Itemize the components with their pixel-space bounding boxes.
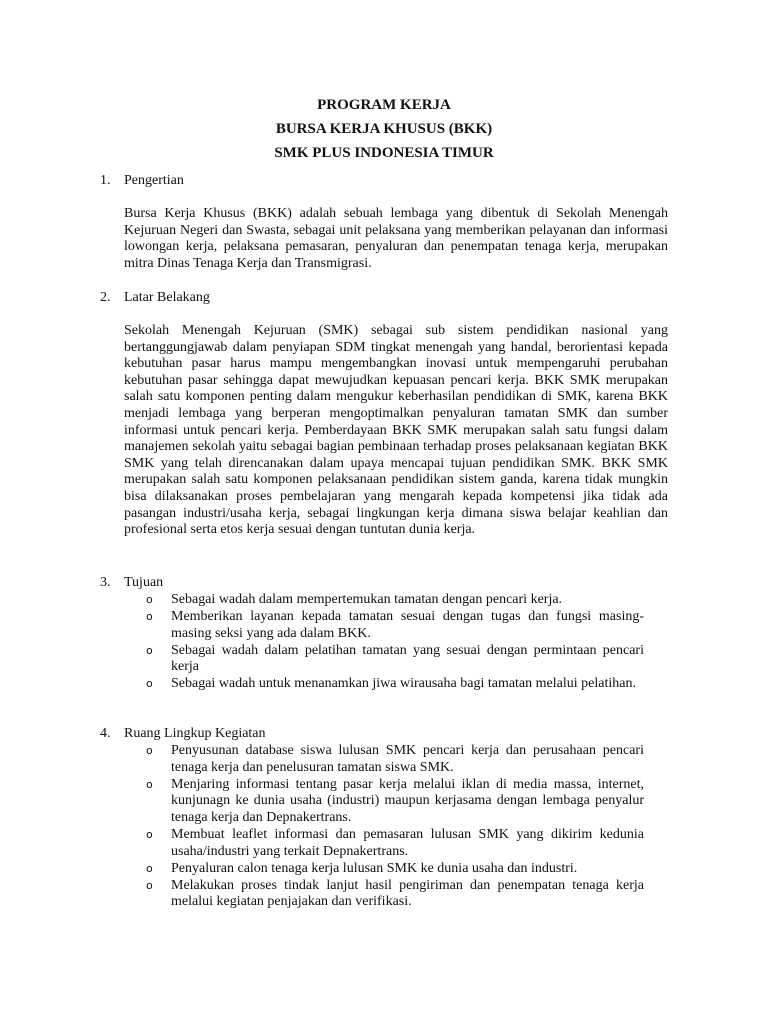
list-item-text: Membuat leaflet informasi dan pemasaran lulusan SMK yang dikirim kedunia usaha/industri yang terkait Depnakertrans. — [171, 826, 644, 859]
list-item — [146, 609, 644, 642]
list-item-text: Penyaluran calon tenaga kerja lulusan SMK ke dunia usaha dan industri. — [171, 860, 578, 876]
section-pengertian — [100, 173, 668, 272]
section-title: Tujuan — [124, 575, 164, 590]
circle-bullet-icon: o — [146, 878, 153, 892]
circle-bullet-icon: o — [146, 593, 153, 606]
section-paragraph — [124, 323, 668, 539]
section-heading — [100, 726, 668, 743]
circle-bullet-icon: o — [146, 744, 153, 757]
circle-bullet-icon: o — [146, 643, 153, 657]
section-ruang-lingkup — [100, 726, 668, 911]
section-number: 4. — [100, 726, 111, 741]
list-item — [146, 777, 644, 827]
circle-bullet-icon: o — [146, 677, 153, 691]
section-number: 3. — [100, 575, 111, 590]
list-item-text: Sebagai wadah dalam mempertemukan tamatan dengan pencari kerja. — [171, 592, 563, 607]
section-title: Ruang Lingkup Kegiatan — [124, 726, 266, 741]
list-item — [146, 861, 644, 878]
list-item-text: Menjaring informasi tentang pasar kerja melalui iklan di media massa, internet, kunjunagn ke dunia usaha (industri) maupun kerjasama dengan lembaga penyalur tenaga kerja dan Depnakertrans. — [171, 776, 644, 825]
ruang-lingkup-list — [146, 743, 644, 911]
list-item-text: Sebagai wadah dalam pelatihan tamatan yang sesuai dengan permintaan pencari kerja — [171, 642, 644, 675]
list-item-text: Penyusunan database siswa lulusan SMK pencari kerja dan perusahaan pencari tenaga kerja dan penelusuran tamatan siswa SMK. — [171, 743, 644, 775]
circle-bullet-icon: o — [146, 827, 153, 841]
section-title: Latar Belakang — [124, 290, 210, 305]
section-number: 1. — [100, 173, 111, 188]
paragraph-text: Bursa Kerja Khusus (BKK) adalah sebuah lembaga yang dibentuk di Sekolah Menengah Kejuruan Negeri dan Swasta, sebagai unit pelaksana yang memberikan pelayanan dan informasi lowongan kerja, pelaksana pemasaran, penyaluran dan penempatan tenaga kerja, merupakan mitra Dinas Tenaga Kerja dan Transmigrasi. — [124, 206, 668, 271]
title-line-3: SMK PLUS INDONESIA TIMUR — [274, 145, 494, 161]
section-number: 2. — [100, 290, 111, 305]
list-item — [146, 676, 644, 693]
title-line-1: PROGRAM KERJA — [317, 97, 451, 113]
section-title: Pengertian — [124, 173, 184, 188]
list-item — [146, 643, 644, 676]
circle-bullet-icon: o — [146, 861, 153, 875]
section-latar-belakang — [100, 290, 668, 539]
circle-bullet-icon: o — [146, 610, 153, 624]
section-heading — [100, 575, 668, 592]
circle-bullet-icon: o — [146, 777, 153, 791]
list-item-text: Melakukan proses tindak lanjut hasil pengiriman dan penempatan tenaga kerja melalui kegiatan penjajakan dan verifikasi. — [171, 877, 644, 910]
list-item-text: Memberikan layanan kepada tamatan sesuai dengan tugas dan fungsi masing-masing seksi yang ada dalam BKK. — [171, 609, 644, 641]
section-heading — [100, 173, 668, 190]
list-item — [146, 878, 644, 911]
title-line-2: BURSA KERJA KHUSUS (BKK) — [275, 121, 493, 137]
document-title — [0, 93, 768, 165]
section-paragraph — [124, 206, 668, 272]
paragraph-text: Sekolah Menengah Kejuruan (SMK) sebagai sub sistem pendidikan nasional yang bertanggungjawab dalam penyiapan SDM tingkat menengah yang handal, berorientasi kepada kebutuhan pasar harus mampu mengembangkan inovasi untuk mempengaruhi perubahan kebutuhan pasar sehingga dapat mewujudkan kepuasan pencari kerja. BKK SMK merupakan salah satu komponen penting dalam mengukur keberhasilan pendidikan di SMK, karena BKK menjadi lembaga yang berperan mengoptimalkan penyaluran tamatan SMK dan sumber informasi untuk pencari kerja. Pemberdayaan BKK SMK merupakan salah satu fungsi dalam manajemen sekolah yaitu sebagai bagian pembinaan terhadap proses pelaksanaan kegiatan BKK SMK yang telah direncanakan dalam upaya mencapai tujuan pendidikan SMK. BKK SMK merupakan salah satu komponen pelaksanaan pendidikan sistem ganda, karena tidak mungkin bisa dilaksanakan proses pembelajaran yang mengarah kepada kompetensi jika tidak ada pasangan industri/usaha kerja, sebagai lingkungan kerja dimana siswa belajar keahlian dan profesional serta etos kerja sesuai dengan tuntutan dunia kerja. — [124, 323, 668, 538]
section-heading — [100, 290, 668, 307]
list-item — [146, 827, 644, 860]
list-item — [146, 743, 644, 776]
section-tujuan — [100, 575, 668, 694]
list-item — [146, 592, 644, 609]
tujuan-list — [146, 592, 644, 693]
list-item-text: Sebagai wadah untuk menanamkan jiwa wirausaha bagi tamatan melalui pelatihan. — [171, 676, 636, 692]
